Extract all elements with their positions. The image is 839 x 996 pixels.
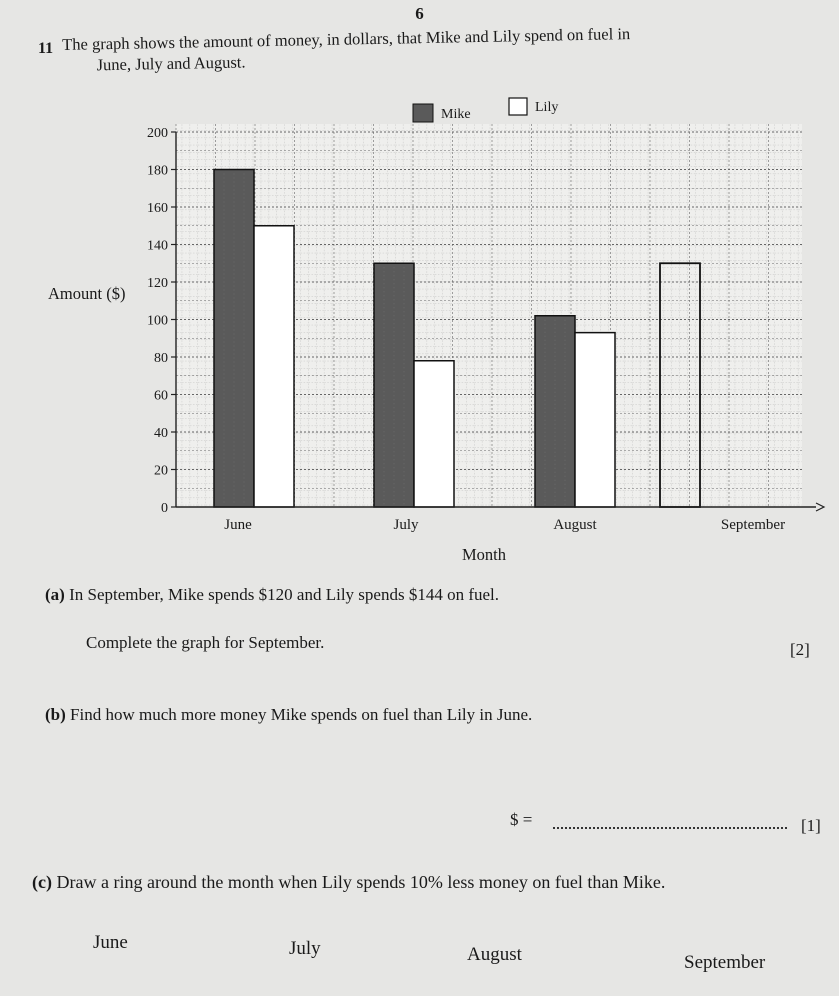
- y-tick-label: 100: [147, 313, 168, 329]
- choice-september[interactable]: September: [684, 952, 766, 973]
- part-a-label: (a): [45, 585, 65, 604]
- y-tick-label: 160: [147, 201, 168, 216]
- lily-bar-august: [575, 333, 615, 507]
- x-axis-arrow: [816, 503, 824, 511]
- question-intro: [62, 20, 783, 76]
- part-b-marks: [1]: [801, 816, 821, 835]
- y-tick-label: 60: [154, 388, 168, 404]
- lily-bar-july: [414, 361, 454, 507]
- y-tick-label: 40: [154, 426, 168, 441]
- y-tick-label: 200: [147, 126, 168, 141]
- bar-chart: [0, 80, 839, 570]
- part-c-label: (c): [32, 872, 52, 892]
- choice-august[interactable]: August: [467, 944, 522, 965]
- legend-label-mike: Mike: [441, 107, 471, 122]
- y-tick-label: 180: [147, 163, 168, 179]
- lily-bar-june: [254, 226, 294, 507]
- part-c: [32, 872, 665, 893]
- choice-july[interactable]: July: [289, 938, 321, 959]
- y-tick-label: 20: [154, 463, 168, 479]
- y-tick-label: 120: [147, 276, 168, 291]
- part-a-marks: [2]: [790, 640, 810, 659]
- intro-line-1: The graph shows the amount of money, in dollars, that Mike and Lily spend on fuel in: [62, 24, 631, 54]
- legend-swatch-lily: [509, 98, 527, 115]
- choice-june[interactable]: June: [93, 932, 128, 953]
- x-tick-label: August: [553, 517, 597, 533]
- y-tick-label: 80: [154, 351, 168, 366]
- page-number: 6: [415, 4, 424, 23]
- question-number: 11: [38, 40, 54, 57]
- part-c-text: Draw a ring around the month when Lily spends 10% less money on fuel than Mike.: [56, 872, 666, 892]
- chart-legend: [413, 98, 558, 122]
- y-axis: [147, 126, 176, 516]
- part-b-label: (b): [45, 705, 66, 724]
- x-tick-label: July: [393, 517, 419, 533]
- y-tick-label: 140: [147, 238, 168, 254]
- legend-swatch-mike: [413, 104, 433, 122]
- part-b: [45, 705, 532, 725]
- y-tick-label: 0: [161, 501, 168, 516]
- part-b-answer-line[interactable]: [553, 827, 787, 829]
- legend-label-lily: Lily: [535, 100, 559, 115]
- x-tick-label: June: [224, 517, 252, 533]
- x-tick-label: September: [720, 517, 786, 533]
- y-axis-label: Amount ($): [48, 284, 126, 303]
- part-a-text: In September, Mike spends $120 and Lily spends $144 on fuel.: [69, 585, 500, 604]
- x-axis: [176, 503, 824, 533]
- x-axis-label: Month: [462, 545, 507, 564]
- part-b-text: Find how much more money Mike spends on fuel than Lily in June.: [70, 705, 533, 724]
- part-a-instruction: Complete the graph for September.: [86, 633, 325, 652]
- part-a: [45, 585, 499, 605]
- intro-line-2: June, July and August.: [96, 52, 246, 75]
- part-b-answer-prefix: $ =: [510, 810, 533, 829]
